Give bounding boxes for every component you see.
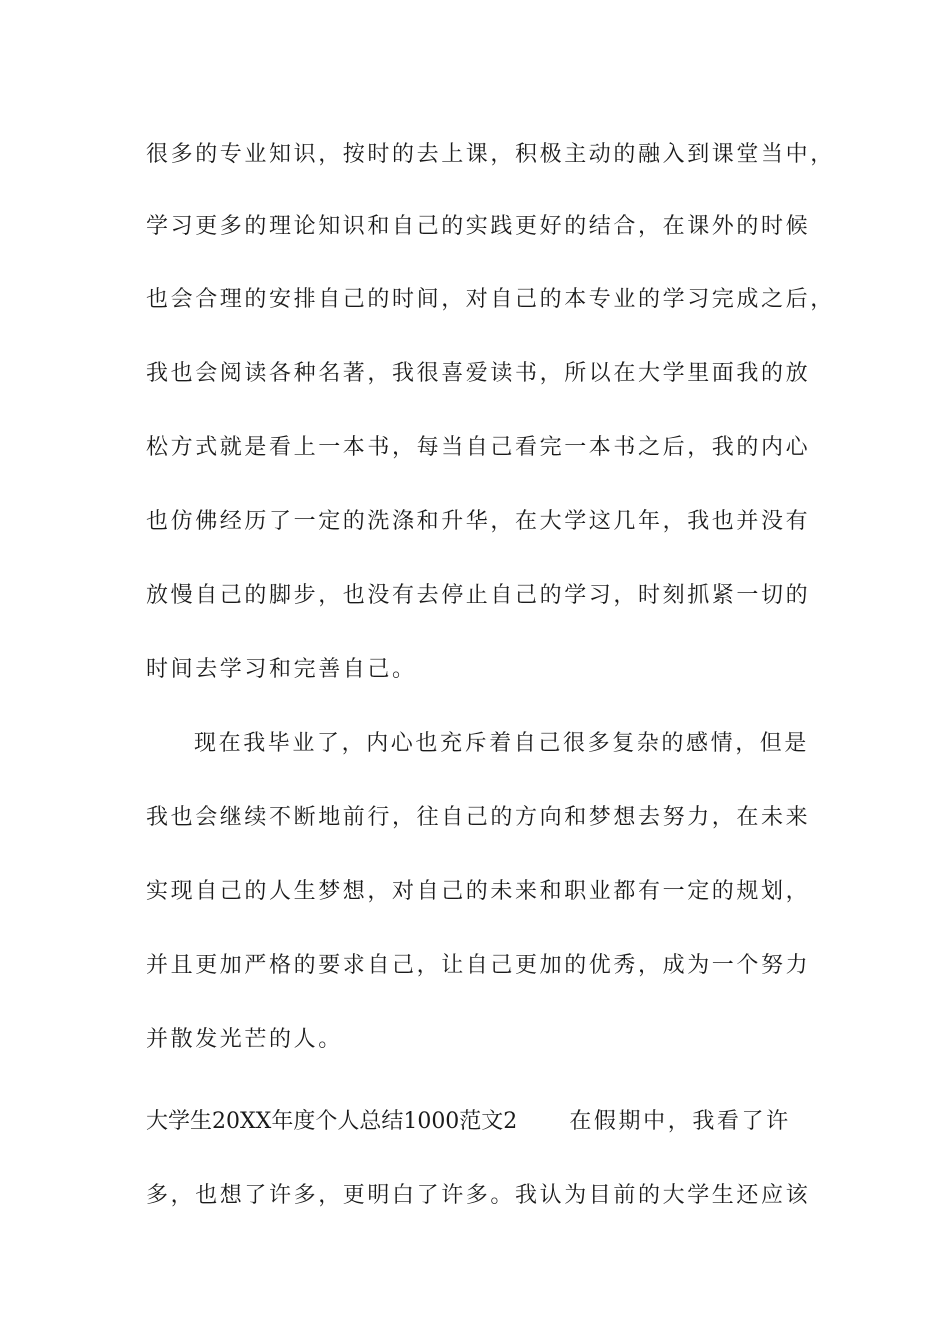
paragraph-line-4: 我也会阅读各种名著，我很喜爱读书，所以在大学里面我的放 (146, 361, 811, 386)
paragraph-line-2: 学习更多的理论知识和自己的实践更好的结合，在课外的时候 (146, 214, 811, 239)
paragraph-line-10: 我也会继续不断地前行，往自己的方向和梦想去努力，在未来 (146, 805, 811, 830)
paragraph-line-12: 并且更加严格的要求自己，让自己更加的优秀，成为一个努力 (146, 953, 811, 978)
paragraph-line-6: 也仿佛经历了一定的洗涤和升华，在大学这几年，我也并没有 (146, 509, 811, 534)
heading-continuation: 在假期中，我看了许 (569, 1109, 791, 1134)
paragraph-line-3: 也会合理的安排自己的时间，对自己的本专业的学习完成之后， (146, 287, 835, 312)
section-heading-line (146, 1107, 816, 1137)
paragraph-line-8: 时间去学习和完善自己。 (146, 657, 417, 682)
paragraph-line-11: 实现自己的人生梦想，对自己的未来和职业都有一定的规划， (146, 879, 811, 904)
section-heading: 大学生20XX年度个人总结1000范文2 (146, 1109, 518, 1134)
paragraph-line-7: 放慢自己的脚步，也没有去停止自己的学习，时刻抓紧一切的 (146, 583, 811, 608)
paragraph-line-last: 多，也想了许多，更明白了许多。我认为目前的大学生还应该 (146, 1183, 811, 1208)
paragraph-line-5: 松方式就是看上一本书，每当自己看完一本书之后，我的内心 (146, 435, 811, 460)
paragraph-line-1: 很多的专业知识，按时的去上课，积极主动的融入到课堂当中， (146, 142, 835, 167)
paragraph-line-9: 现在我毕业了，内心也充斥着自己很多复杂的感情，但是 (194, 731, 810, 756)
paragraph-line-13: 并散发光芒的人。 (146, 1027, 343, 1052)
